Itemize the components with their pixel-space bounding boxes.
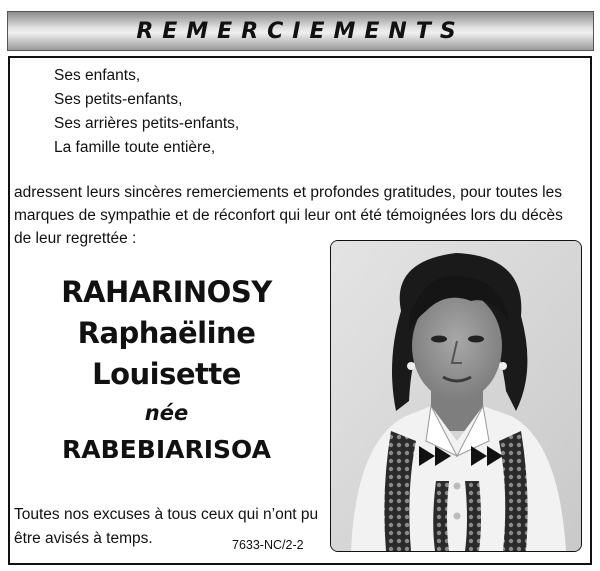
message-line: de leur regrettée :: [14, 230, 137, 247]
deceased-maiden-name: RABEBIARISOA: [62, 435, 271, 464]
header-title: REMERCIEMENTS: [136, 18, 465, 44]
apology-line: être avisés à temps.: [14, 530, 153, 547]
deceased-name-block: [14, 272, 319, 469]
deceased-second-name: Louisette: [92, 357, 241, 391]
message-line: adressent leurs sincères remerciements et profondes gratitudes, pour toutes les: [14, 184, 562, 201]
family-list: [54, 64, 239, 160]
portrait-photo: [330, 240, 582, 552]
nee-label: née: [144, 401, 189, 425]
apology-line: Toutes nos excuses à tous ceux qui n’ont pu: [14, 506, 319, 523]
reference-code: 7633-NC/2-2: [232, 538, 304, 552]
deceased-first-name: Raphaëline: [77, 316, 256, 350]
family-line: Ses arrières petits-enfants,: [54, 115, 240, 132]
message-line: marques de sympathie et de réconfort qui leur ont été témoignées lors du décès: [14, 207, 563, 224]
family-line: Ses enfants,: [54, 67, 141, 84]
header-banner: [7, 11, 594, 51]
family-line: La famille toute entière,: [54, 139, 216, 156]
family-line: Ses petits-enfants,: [54, 91, 183, 108]
deceased-surname: RAHARINOSY: [61, 275, 272, 309]
